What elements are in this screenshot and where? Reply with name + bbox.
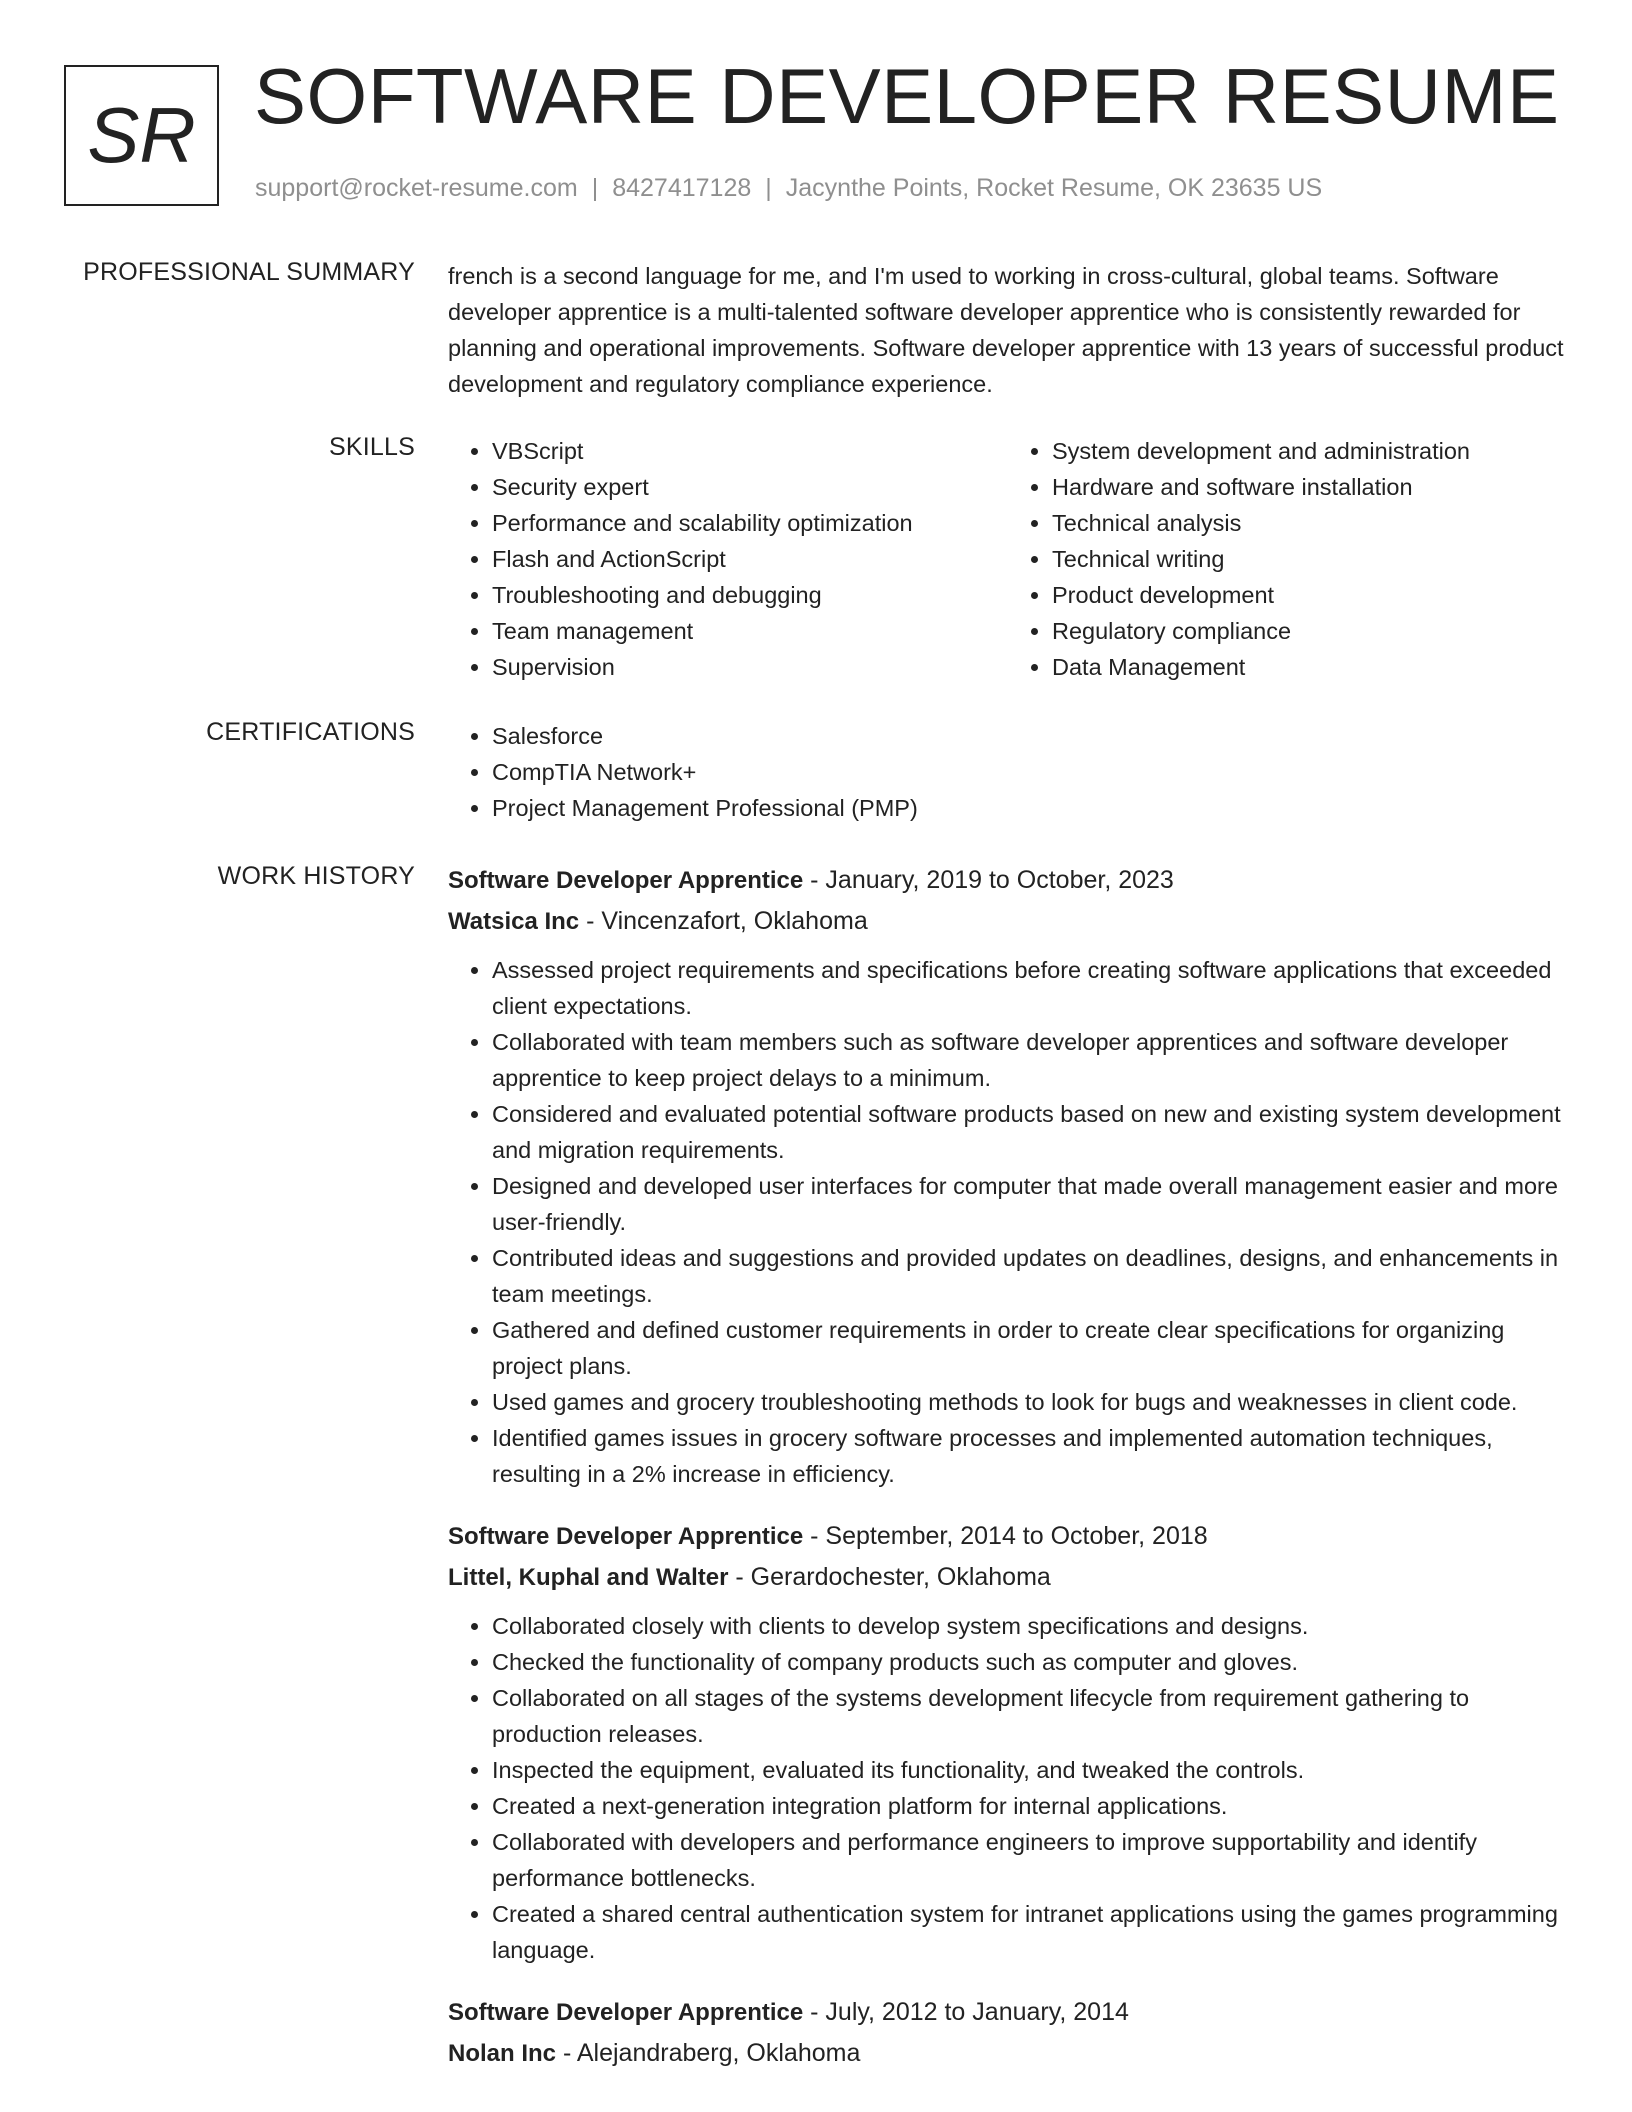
job-company: Watsica Inc (448, 908, 580, 935)
job-entry (448, 1516, 1568, 1968)
job-title-line (448, 1992, 1568, 2033)
job-bullet: • Collaborated with team members such as software developer apprentices and software developer apprentice to keep project delays to a minimum. (492, 1024, 1568, 1096)
job-title: Software Developer Apprentice (448, 867, 804, 894)
skill-item: • Flash and ActionScript (492, 541, 1008, 577)
job-bullet: • Collaborated closely with clients to develop system specifications and designs. (492, 1608, 1568, 1644)
skills-body (448, 433, 1568, 685)
job-bullet: • Gathered and defined customer requirements in order to create clear specifications for organizing project plans. (492, 1312, 1568, 1384)
job-bullet: • Used games and grocery troubleshooting methods to look for bugs and weaknesses in client code. (492, 1384, 1568, 1420)
contact-phone[interactable]: 8427417128 (612, 174, 752, 202)
skill-item: • Supervision (492, 649, 1008, 685)
job-bullet: • Designed and developed user interfaces for computer that made overall management easier and more user-friendly. (492, 1168, 1568, 1240)
skill-item: • Performance and scalability optimization (492, 505, 1008, 541)
certification-item: • CompTIA Network+ (492, 754, 1568, 790)
contact-email[interactable]: support@rocket-resume.com (255, 174, 578, 202)
section-label-summary: PROFESSIONAL SUMMARY (83, 258, 415, 286)
job-bullet: • Created a shared central authentication system for intranet applications using the games programming language. (492, 1896, 1568, 1968)
skill-item: • Technical analysis (1052, 505, 1568, 541)
job-company: Nolan Inc (448, 2040, 557, 2067)
job-bullet: • Identified games issues in grocery software processes and implemented automation techniques, resulting in a 2% increase in efficiency. (492, 1420, 1568, 1492)
job-bullet: • Created a next-generation integration platform for internal applications. (492, 1788, 1568, 1824)
job-bullet: • Inspected the equipment, evaluated its functionality, and tweaked the controls. (492, 1752, 1568, 1788)
monogram: SR (64, 65, 219, 206)
job-bullet: • Considered and evaluated potential software products based on new and existing system development and migration requirements. (492, 1096, 1568, 1168)
skills-grid (448, 433, 1568, 685)
skill-item: • Hardware and software installation (1052, 469, 1568, 505)
skill-item: • Team management (492, 613, 1008, 649)
job-dates: - January, 2019 to October, 2023 (803, 866, 1174, 894)
skill-item: • Product development (1052, 577, 1568, 613)
skills-list-right (1008, 433, 1568, 685)
job-dates: - September, 2014 to October, 2018 (803, 1522, 1208, 1550)
certification-item: • Project Management Professional (PMP) (492, 790, 1568, 826)
certifications-body (448, 718, 1568, 826)
job-location: - Alejandraberg, Oklahoma (556, 2039, 861, 2067)
job-bullet: • Assessed project requirements and specifications before creating software applications that exceeded client expectations. (492, 952, 1568, 1024)
job-company-line (448, 901, 1568, 942)
job-bullet: • Collaborated with developers and performance engineers to improve supportability and identify performance bottlenecks. (492, 1824, 1568, 1896)
job-title-line (448, 860, 1568, 901)
contact-separator: | (765, 174, 772, 202)
job-bullets (448, 1608, 1568, 1968)
resume-title: SOFTWARE DEVELOPER RESUME (254, 52, 1560, 140)
job-company-line (448, 1557, 1568, 1598)
job-location: - Gerardochester, Oklahoma (728, 1563, 1051, 1591)
job-title-line (448, 1516, 1568, 1557)
skill-item: • Regulatory compliance (1052, 613, 1568, 649)
job-bullets (448, 952, 1568, 1492)
job-company-line (448, 2033, 1568, 2074)
job-entry (448, 1992, 1568, 2074)
section-label-work: WORK HISTORY (217, 862, 415, 890)
job-title: Software Developer Apprentice (448, 1999, 804, 2026)
job-entry (448, 860, 1568, 1492)
certifications-list (448, 718, 1568, 826)
summary-body (448, 258, 1568, 402)
section-label-skills: SKILLS (329, 433, 415, 461)
job-bullet: • Collaborated on all stages of the systems development lifecycle from requirement gathering to production releases. (492, 1680, 1568, 1752)
certification-item: • Salesforce (492, 718, 1568, 754)
contact-address: Jacynthe Points, Rocket Resume, OK 23635 US (785, 174, 1323, 202)
job-title: Software Developer Apprentice (448, 1523, 804, 1550)
skill-item: • System development and administration (1052, 433, 1568, 469)
job-company: Littel, Kuphal and Walter (448, 1564, 729, 1591)
skill-item: • Technical writing (1052, 541, 1568, 577)
skill-item: • Troubleshooting and debugging (492, 577, 1008, 613)
job-bullet: • Checked the functionality of company products such as computer and gloves. (492, 1644, 1568, 1680)
job-bullet: • Contributed ideas and suggestions and provided updates on deadlines, designs, and enhancements in team meetings. (492, 1240, 1568, 1312)
work-body (448, 860, 1568, 2098)
job-dates: - July, 2012 to January, 2014 (803, 1998, 1129, 2026)
job-location: - Vincenzafort, Oklahoma (579, 907, 868, 935)
contact-separator: | (591, 174, 599, 202)
skill-item: • Security expert (492, 469, 1008, 505)
section-label-certifications: CERTIFICATIONS (206, 718, 415, 746)
skill-item: • VBScript (492, 433, 1008, 469)
summary-text: french is a second language for me, and I'm used to working in cross-cultural, global teams. Software developer apprentice is a multi-talented software developer apprentice who is consistently rewarded for planning and operational improvements. Software developer apprentice with 13 years of successful product development and regulatory compliance experience. (448, 263, 1564, 397)
skill-item: • Data Management (1052, 649, 1568, 685)
skills-list-left (448, 433, 1008, 685)
contact-line (255, 174, 1322, 203)
